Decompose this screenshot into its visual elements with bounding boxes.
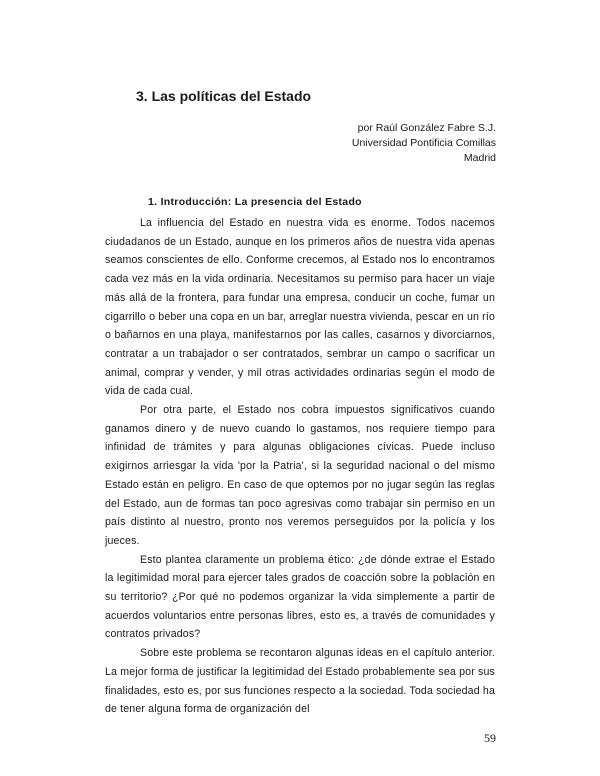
author-city: Madrid — [463, 152, 496, 164]
paragraph: Sobre este problema se recontaron algunas ideas en el capítulo anterior. La mejor forma de justificar la legitimidad del Estado probablemente sea por sus finalidades, esto es, por sus funciones respecto a la sociedad. Toda sociedad ha de tener alguna forma de organización del — [105, 647, 495, 716]
page-number: 59 — [484, 731, 496, 745]
paragraph: Esto plantea claramente un problema ético: ¿de dónde extrae el Estado la legitimidad moral para ejercer tales grados de coacción sobre la población en su territorio? ¿Por qué no podemos organizar la vida simplemente a partir de acuerdos voluntarios entre personas libres, esto es, a través de comunidades y contratos privados? — [105, 553, 495, 641]
author-block — [352, 121, 496, 166]
chapter-title: 3. Las políticas del Estado — [136, 88, 312, 104]
section-heading: 1. Introducción: La presencia del Estado — [148, 196, 362, 208]
paragraph: La influencia del Estado en nuestra vida es enorme. Todos nacemos ciudadanos de un Estado, aunque en los primeros años de nuestra vida apenas seamos conscientes de ello. Conforme crecemos, al Estado nos lo encontramos cada vez más en la vida ordinaria. Necesitamos su permiso para hacer un viaje más allá de la frontera, para fundar una empresa, conducir un coche, fumar un cigarrillo o beber una copa en un bar, arreglar nuestra vivienda, pescar en un río o bañarnos en una playa, manifestarnos por las calles, casarnos y divorciarnos, contratar a un trabajador o ser contratados, sembrar un campo o sacrificar un animal, comprar y vender, y mil otras actividades ordinarias según el modo de vida de cada cual. — [105, 217, 495, 398]
author-institution: Universidad Pontificia Comillas — [351, 137, 496, 149]
author-name: por Raúl González Fabre S.J. — [357, 122, 496, 134]
body-text — [105, 214, 495, 719]
paragraph: Por otra parte, el Estado nos cobra impuestos significativos cuando ganamos dinero y de nuevo cuando lo gastamos, nos requiere tiempo para infinidad de trámites y para algunas obligaciones cívicas. Puede incluso exigirnos arriesgar la vida 'por la Patria', si la seguridad nacional o del mismo Estado están en peligro. En caso de que optemos por no jugar según las reglas del Estado, aun de formas tan poco agresivas como trabajar sin permiso en un país distinto al nuestro, pronto nos veremos perseguidos por la policía y los jueces. — [105, 404, 495, 547]
